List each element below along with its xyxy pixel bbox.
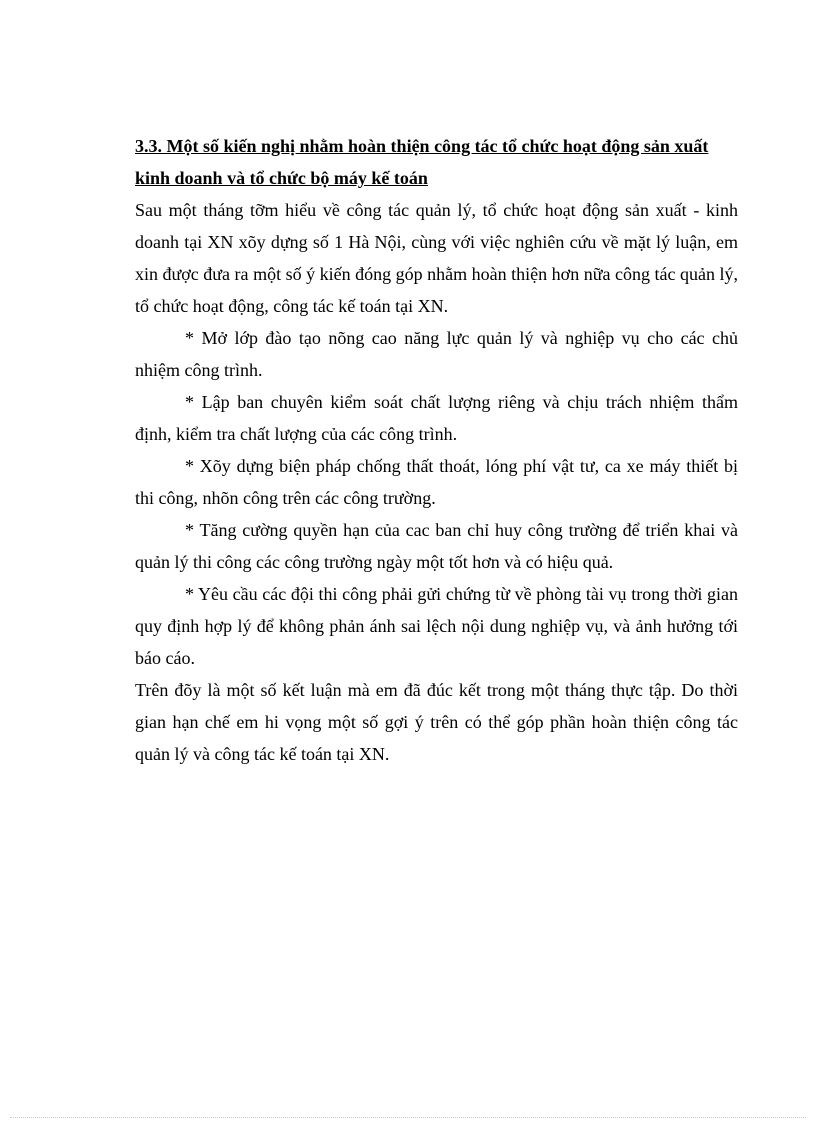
intro-paragraph: Sau một tháng tỡm hiểu về công tác quản lý, tổ chức hoạt động sản xuất - kinh doanh tại XN xõy dựng số 1 Hà Nội, cùng với việc nghiên cứu về mặt lý luận, em xin được đưa ra một số ý kiến đóng góp nhằm hoàn thiện hơn nữa công tác quản lý, tổ chức hoạt động, công tác kế toán tại XN. [135, 200, 738, 316]
recommendation-item: * Tăng cường quyền hạn của cac ban chỉ huy công trường để triển khai và quản lý thi công các công trường ngày một tốt hơn và có hiệu quả. [135, 520, 738, 572]
page-bottom-rule [10, 1117, 806, 1118]
conclusion-paragraph: Trên đõy là một số kết luận mà em đã đúc kết trong một tháng thực tập. Do thời gian hạn chế em hi vọng một số gợi ý trên có thể góp phần hoàn thiện công tác quản lý và công tác kế toán tại XN. [135, 680, 738, 764]
recommendation-item: * Lập ban chuyên kiểm soát chất lượng riêng và chịu trách nhiệm thẩm định, kiểm tra chất lượng của các công trình. [135, 392, 738, 444]
section-heading: 3.3. Một số kiến nghị nhằm hoàn thiện công tác tổ chức hoạt động sản xuất kinh doanh và tổ chức bộ máy kế toán [135, 136, 709, 188]
recommendation-item: * Xõy dựng biện pháp chống thất thoát, lóng phí vật tư, ca xe máy thiết bị thi công, nhõn công trên các công trường. [135, 456, 738, 508]
recommendation-item: * Mở lớp đào tạo nõng cao năng lực quản lý và nghiệp vụ cho các chủ nhiệm công trình. [135, 328, 738, 380]
recommendation-item: * Yêu cầu các đội thi công phải gửi chứng từ về phòng tài vụ trong thời gian quy định hợp lý để không phản ánh sai lệch nội dung nghiệp vụ, và ảnh hưởng tới báo cáo. [135, 584, 738, 668]
document-body [135, 130, 738, 770]
